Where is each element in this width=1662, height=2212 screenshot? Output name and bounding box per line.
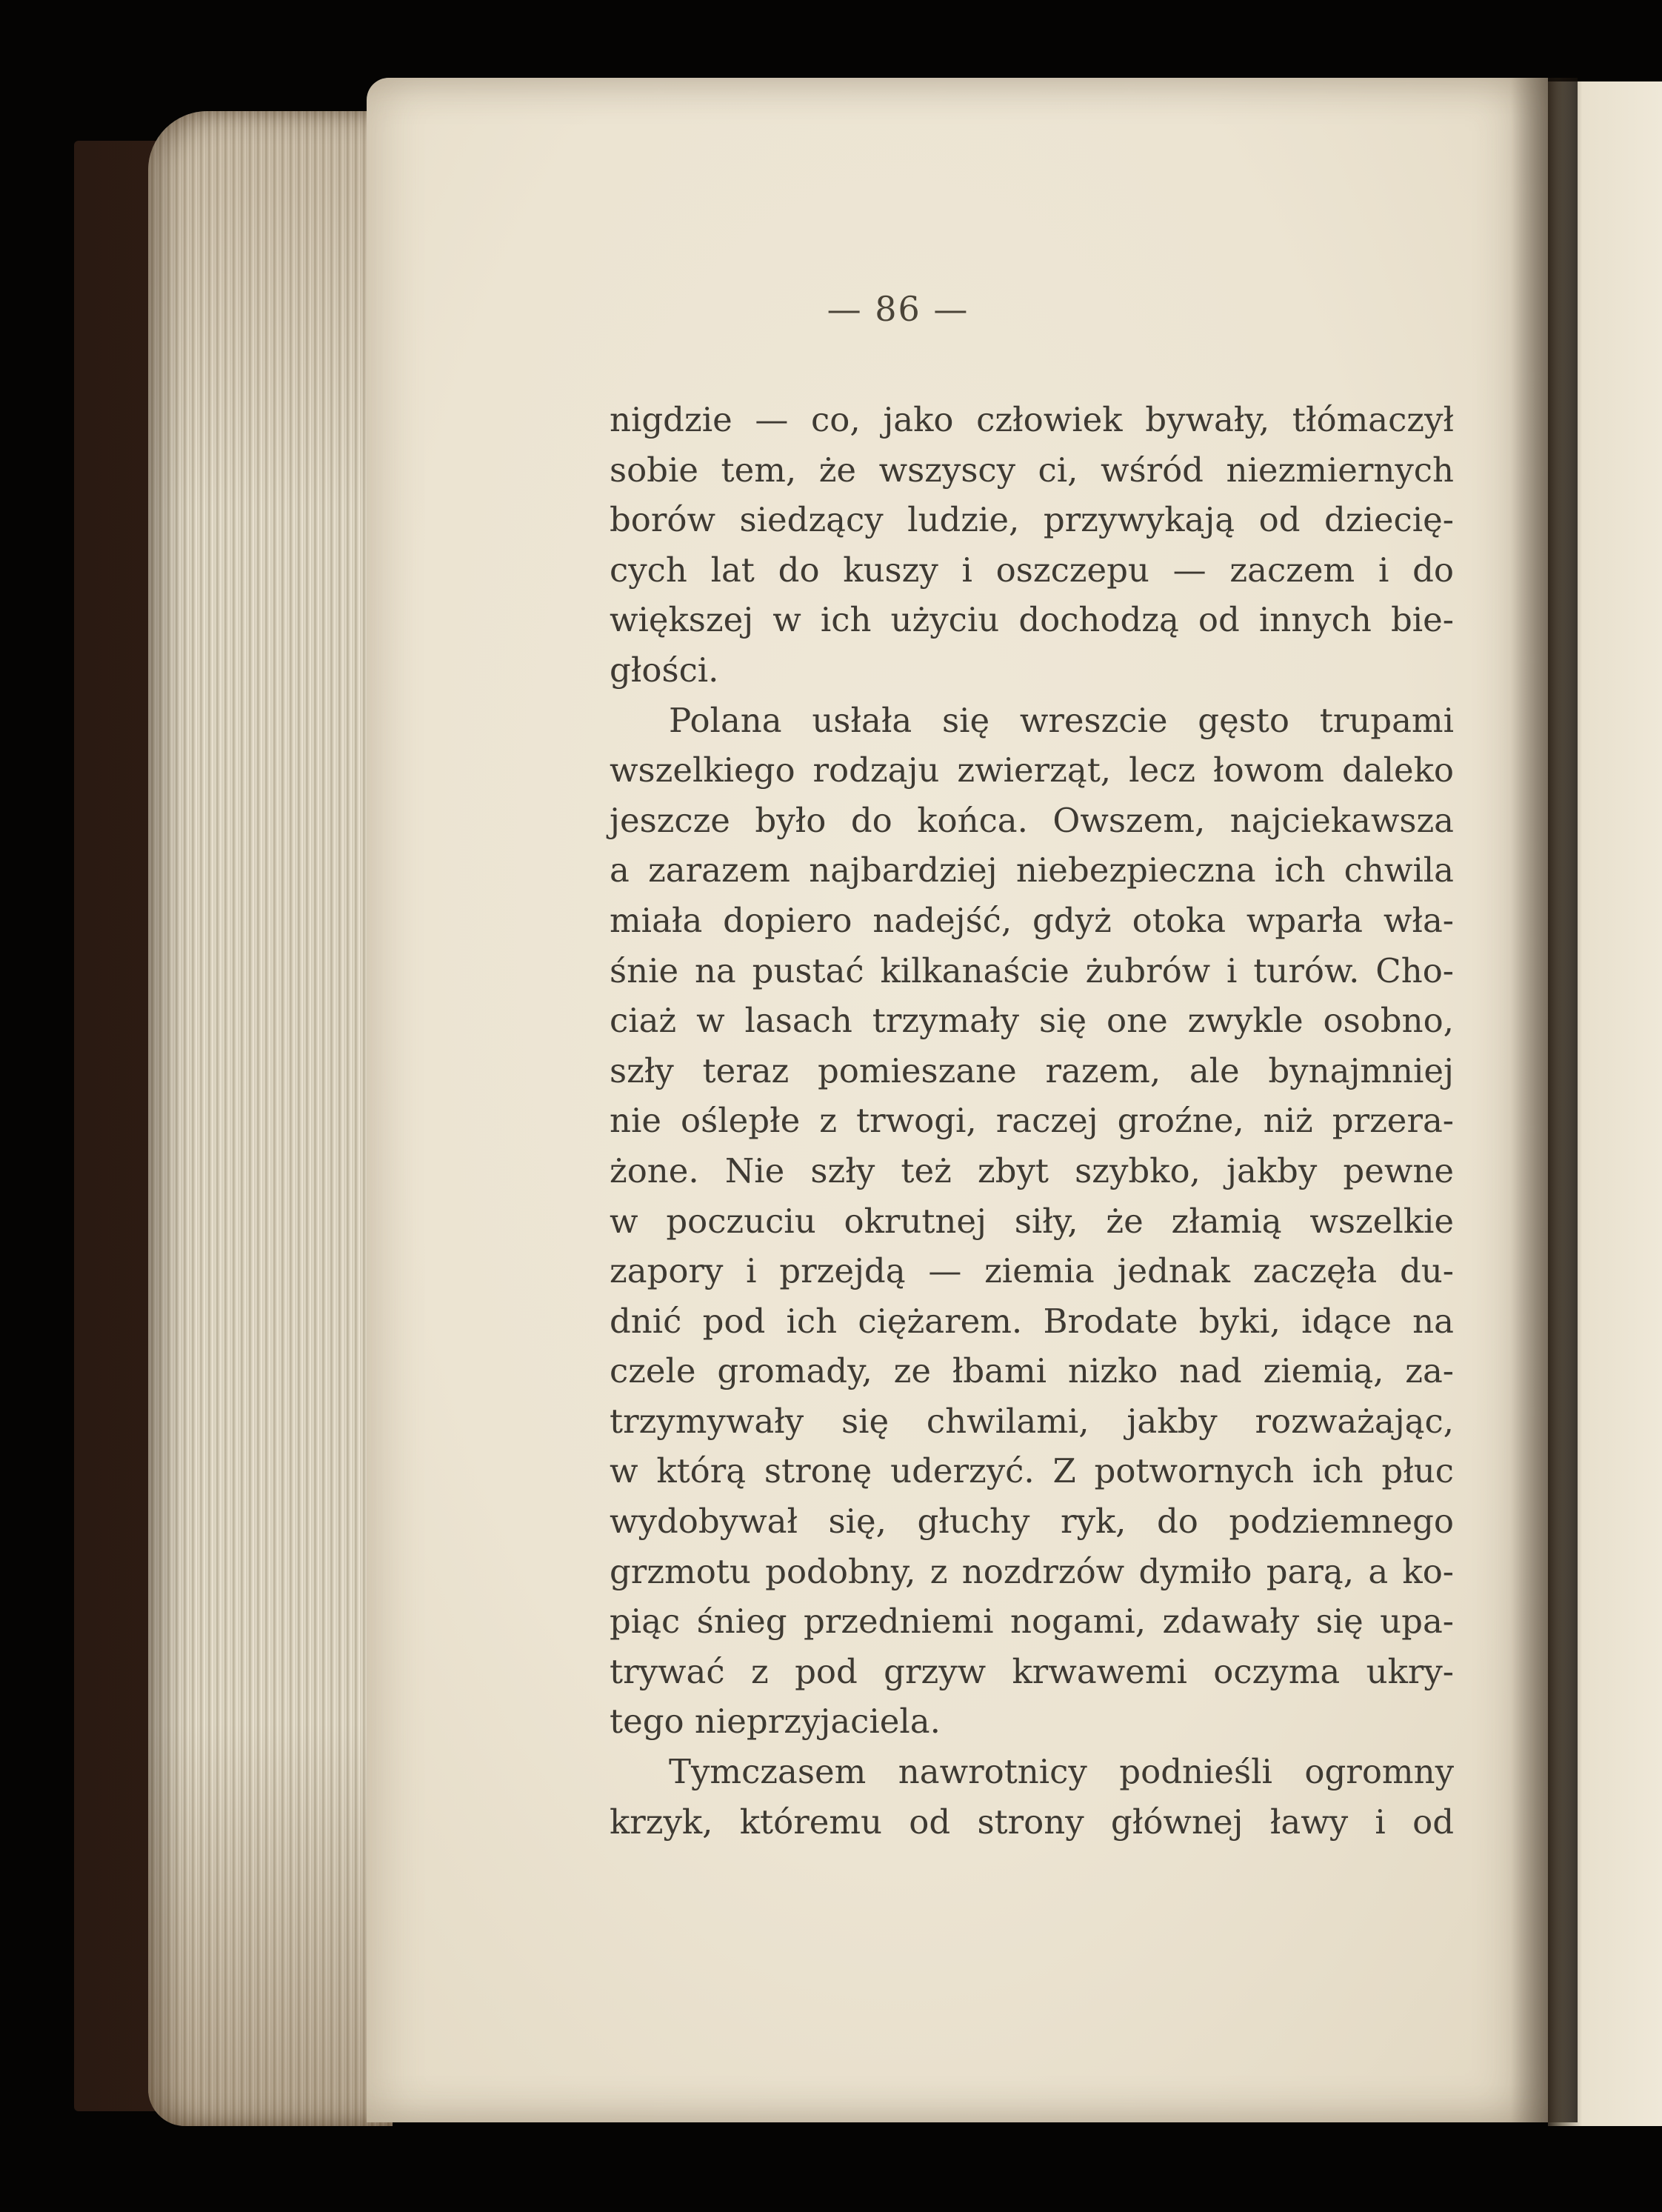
text-line: grzmotu podobny, z nozdrzów dymiło parą, a ko- (610, 1551, 1454, 1591)
text-line: ciaż w lasach trzymały się one zwykle osobno, (610, 1001, 1454, 1041)
text-line: szły teraz pomieszane razem, ale bynajmniej (610, 1050, 1454, 1090)
text-line: głości. (610, 650, 719, 690)
text-line: nie oślepłe z trwogi, raczej groźne, niż przera- (610, 1101, 1454, 1141)
text-line: Tymczasem nawrotnicy podnieśli ogromny (669, 1752, 1454, 1792)
text-line: miała dopiero nadejść, gdyż otoka wparła wła- (610, 900, 1454, 940)
text-line: cych lat do kuszy i oszczepu — zaczem i do (610, 550, 1454, 590)
page-text (610, 395, 1454, 1847)
text-line: sobie tem, że wszyscy ci, wśród niezmiernych (610, 450, 1454, 490)
gutter-shadow (1511, 78, 1578, 2122)
text-line: nigdzie — co, jako człowiek bywały, tłómaczył (610, 400, 1454, 439)
page-number: — 86 — (827, 289, 970, 329)
text-line: w którą stronę uderzyć. Z potwornych ich płuc (610, 1451, 1454, 1491)
text-line: w poczuciu okrutnej siły, że złamią wszelkie (610, 1201, 1454, 1241)
text-line: borów siedzący ludzie, przywykają od dziecię- (610, 500, 1454, 540)
text-line: dnić pod ich ciężarem. Brodate byki, idące na (610, 1301, 1454, 1341)
text-line: większej w ich użyciu dochodzą od innych bie- (610, 600, 1454, 640)
text-line: śnie na pustać kilkanaście żubrów i turów. Cho- (610, 950, 1454, 990)
text-line: żone. Nie szły też zbyt szybko, jakby pewne (610, 1150, 1454, 1190)
text-line: tego nieprzyjaciela. (610, 1702, 941, 1742)
text-line: zapory i przejdą — ziemia jednak zaczęła du- (610, 1251, 1454, 1291)
text-line: a zarazem najbardziej niebezpieczna ich chwila (610, 850, 1454, 890)
text-line: jeszcze było do końca. Owszem, najciekawsza (610, 800, 1454, 840)
text-line: trywać z pod grzyw krwawemi oczyma ukry- (610, 1651, 1454, 1691)
text-line: piąc śnieg przedniemi nogami, zdawały się upa- (610, 1602, 1454, 1642)
text-line: krzyk, któremu od strony głównej ławy i od (610, 1802, 1454, 1842)
text-line: czele gromady, ze łbami nizko nad ziemią, za- (610, 1351, 1454, 1391)
text-line: Polana usłała się wreszcie gęsto trupami (669, 700, 1454, 740)
page-edges (148, 111, 393, 2126)
text-line: wszelkiego rodzaju zwierząt, lecz łowom daleko (610, 750, 1454, 790)
book-page (367, 78, 1548, 2122)
text-line: wydobywał się, głuchy ryk, do podziemnego (610, 1502, 1454, 1542)
text-line: trzymywały się chwilami, jakby rozważając, (610, 1401, 1454, 1441)
